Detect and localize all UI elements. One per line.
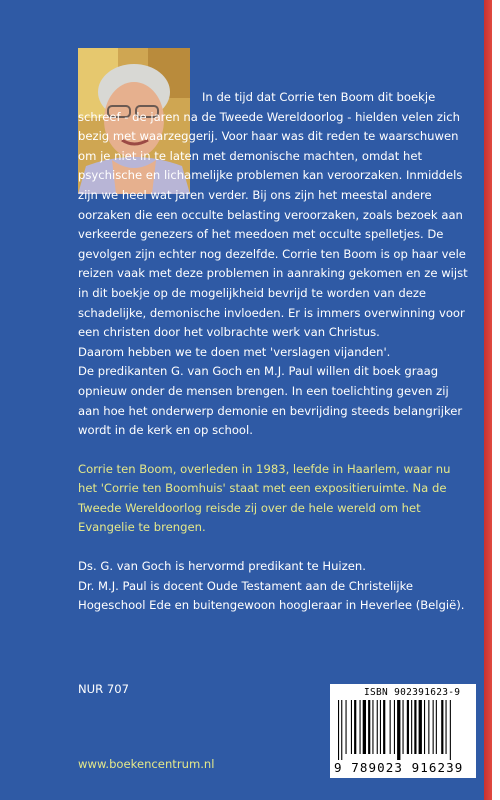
nur-code: NUR 707 [78,682,130,696]
editor-paul: Dr. M.J. Paul is docent Oude Testament aan de Christelijke Hogeschool Ede en buitengewoon hoogleraar in Heverlee (België). [78,578,465,613]
predikanten-paragraph: De predikanten G. van Goch en M.J. Paul willen dit boek graag opnieuw onder de mensen brengen. In een toelichting geven zij aan hoe het onderwerp demonie en bevrijding steeds belangrijker wordt in de kerk en op school. [78,364,463,438]
isbn-label: ISBN 902391623-9 [364,687,461,698]
publisher-website[interactable]: www.boekencentrum.nl [78,757,215,771]
ean-number: 9 789023 916239 [334,760,464,775]
barcode [330,684,476,778]
author-bio: Corrie ten Boom, overleden in 1983, leefde in Haarlem, waar nu het 'Corrie ten Boomhuis' staat met een expositieruimte. Na de Tweede Wereldoorlog reisde zij over de hele wereld om het Evangelie te brengen. [78,461,451,535]
barcode-bars [336,700,470,760]
verslagen-vijanden-line: Daarom hebben we te doen met 'verslagen vijanden'. [78,344,391,359]
description-text [78,88,472,616]
main-paragraph: In de tijd dat Corrie ten Boom dit boekje schreef - de jaren na de Tweede Wereldoorlog - hielden velen zich bezig met waarzeggerij. Voor haar was dit reden te waarschuwen om je niet in te laten met demonische machten, omdat het psychische en lichamelijke problemen kan veroorzaken. Inmiddels zijn we heel wat jaren verder. Bij ons zijn het meestal andere oorzaken die een occulte belasting veroorzaken, zoals bezoek aan verkeerde genezers of het meedoen met occulte spelletjes. De gevolgen zijn echter nog dezelfde. Corrie ten Boom is op haar vele reizen vaak met deze problemen in aanraking gekomen en ze wijst in dit boekje op de mogelijkheid bevrijd te worden van deze schadelijke, demonische invloeden. Er is immers overwinning voor een christen door het volbrachte werk van Christus. [78,90,468,340]
editor-van-goch: Ds. G. van Goch is hervormd predikant te Huizen. [78,559,366,574]
red-spine-edge [484,0,492,800]
